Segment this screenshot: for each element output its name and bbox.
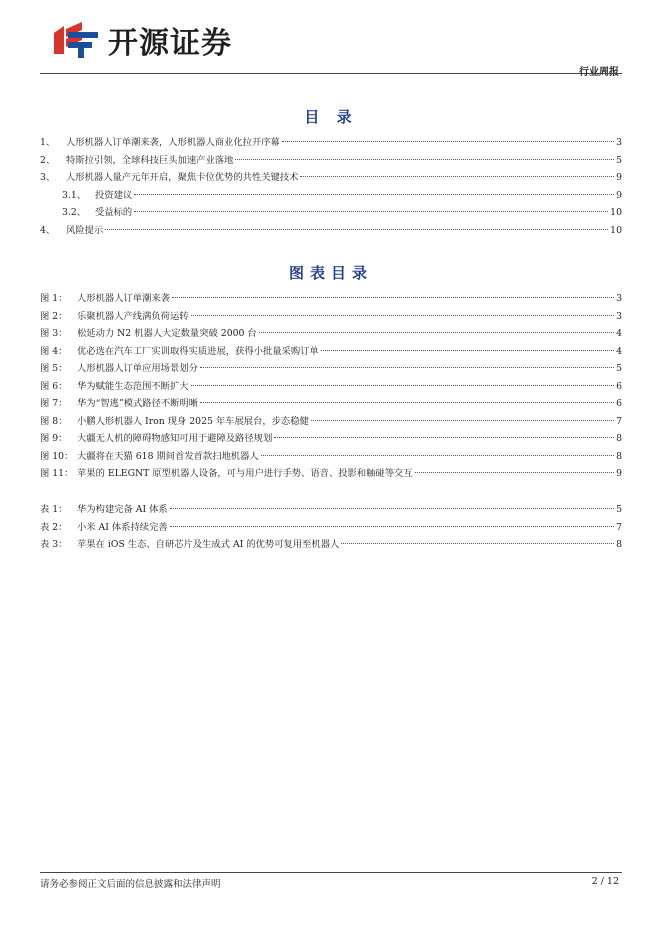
toc-entry-3-2[interactable]: 3.2、 受益标的 10 <box>62 207 622 218</box>
figures-title: 图表目录 <box>288 264 373 282</box>
toc-entry-4[interactable]: 4、 风险提示 10 <box>40 224 622 236</box>
figures-list <box>40 290 622 483</box>
footer-divider <box>40 872 622 873</box>
figure-entry-1[interactable]: 图 1： 人形机器人订单潮来袭 3 <box>40 293 622 304</box>
figure-entry-3[interactable]: 图 3： 松延动力 N2 机器人大定数量突破 2000 台 4 <box>40 328 622 339</box>
figure-entry-10[interactable]: 图 10： 大疆将在天猫 618 期间首发首款扫地机器人 8 <box>40 450 622 462</box>
table-entry-1[interactable]: 表 1： 华为构建完备 AI 体系 5 <box>40 504 622 515</box>
table-entry-2[interactable]: 表 2： 小米 AI 体系持续完善 7 <box>40 521 622 533</box>
toc-entry-3-1[interactable]: 3.1、 投资建议 9 <box>62 189 622 201</box>
figure-entry-7[interactable]: 图 7： 华为“智逃”模式路径不断明晰 6 <box>40 398 622 409</box>
figure-entry-5[interactable]: 图 5： 人形机器人订单应用场景划分 5 <box>40 363 622 374</box>
contents-title: 目 录 <box>304 108 358 126</box>
figure-entry-2[interactable]: 图 2： 乐聚机器人产线满负荷运转 3 <box>40 310 622 322</box>
company-logo <box>52 20 232 60</box>
contents-list <box>40 134 622 239</box>
tables-list <box>40 501 622 554</box>
figure-entry-11[interactable]: 图 11： 苹果的 ELEGNT 原型机器人设备，可与用户进行手势、语音、投影和触碰等交互 9 <box>40 468 622 479</box>
table-entry-3[interactable]: 表 3： 苹果在 iOS 生态、自研芯片及生成式 AI 的优势可复用至机器人 8 <box>40 539 622 550</box>
figure-entry-9[interactable]: 图 9： 大疆无人机的障碍物感知可用于避障及路径规划 8 <box>40 433 622 444</box>
header-divider <box>40 73 622 74</box>
footer-disclaimer: 请务必参阅正文后面的信息披露和法律声明 <box>40 879 221 890</box>
figure-entry-4[interactable]: 图 4： 优必选在汽车工厂实训取得实质进展，获得小批量采购订单 4 <box>40 345 622 357</box>
company-name: 开源证券 <box>108 26 232 61</box>
figure-entry-8[interactable]: 图 8： 小鹏人形机器人 Iron 现身 2025 年车展展台，步态稳健 7 <box>40 415 622 427</box>
figure-entry-6[interactable]: 图 6： 华为赋能生态范围不断扩大 6 <box>40 380 622 392</box>
logo-mark-icon <box>52 20 100 60</box>
toc-entry-3[interactable]: 3、 人形机器人量产元年开启，聚焦卡位优势的共性关键技术 9 <box>40 172 622 183</box>
report-type: 行业周报 <box>579 67 619 78</box>
toc-entry-2[interactable]: 2、 特斯拉引领，全球科技巨头加速产业落地 5 <box>40 154 622 166</box>
page-indicator: 2 / 12 <box>591 876 619 887</box>
toc-entry-1[interactable]: 1、 人形机器人订单潮来袭，人形机器人商业化拉开序幕 3 <box>40 137 622 148</box>
